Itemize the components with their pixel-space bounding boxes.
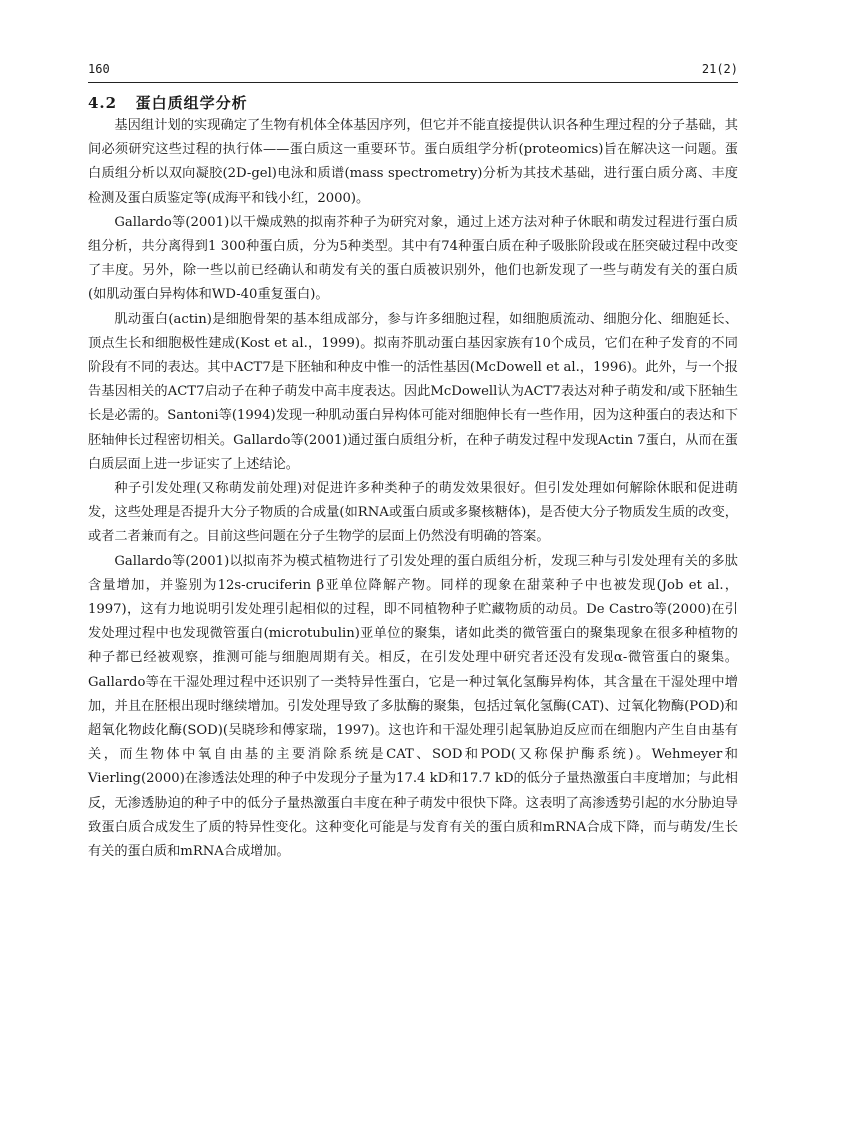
running-header <box>88 60 738 83</box>
article-body <box>88 92 738 864</box>
section-heading <box>88 92 738 114</box>
issue-number: 21(2) <box>701 62 738 76</box>
paragraph: Gallardo等(2001)以干燥成熟的拟南芥种子为研究对象，通过上述方法对种子休眠和萌发过程进行蛋白质组分析，共分离得到1 300种蛋白质，分为5种类型。其中有74种蛋白质在种子吸胀阶段或在胚突破过程中改变了丰度。另外，除一些以前已经确认和萌发有关的蛋白质被识别外，他们也新发现了一些与萌发有关的蛋白质(如肌动蛋白异构体和WD-40重复蛋白)。 <box>88 214 738 303</box>
paragraph: 基因组计划的实现确定了生物有机体全体基因序列，但它并不能直接提供认识各种生理过程的分子基础，其间必须研究这些过程的执行体——蛋白质这一重要环节。蛋白质组学分析(proteomics)旨在解决这一问题。蛋白质组分析以双向凝胶(2D-gel)电泳和质谱(mass spectrometry)分析为其技术基础，进行蛋白质分离、丰度检测及蛋白质鉴定等(成海平和钱小红，2000)。 <box>88 118 738 206</box>
section-number: 4.2 <box>88 94 118 112</box>
paragraph: 种子引发处理(又称萌发前处理)对促进许多种类种子的萌发效果很好。但引发处理如何解除休眠和促进萌发，这些处理是否提升大分子物质的合成量(如RNA或蛋白质或多聚核糖体)，是否使大分子物质发生质的改变，或者二者兼而有之。目前这些问题在分子生物学的层面上仍然没有明确的答案。 <box>88 481 738 545</box>
paragraph: 肌动蛋白(actin)是细胞骨架的基本组成部分，参与许多细胞过程，如细胞质流动、细胞分化、细胞延长、顶点生长和细胞极性建成(Kost et al.，1999)。拟南芥肌动蛋白基因家族有10个成员，它们在种子发育的不同阶段有不同的表达。其中ACT7是下胚轴和种皮中惟一的活性基因(McDowell et al.，1996)。此外，与一个报告基因相关的ACT7启动子在种子萌发中高丰度表达。因此McDowell认为ACT7表达对种子萌发和/或下胚轴生长是必需的。Santoni等(1994)发现一种肌动蛋白异构体可能对细胞伸长有一些作用，因为这种蛋白的表达和下胚轴伸长过程密切相关。Gallardo等(2001)通过蛋白质组分析，在种子萌发过程中发现Actin 7蛋白，从而在蛋白质层面上进一步证实了上述结论。 <box>88 311 738 472</box>
paragraph: Gallardo等(2001)以拟南芥为模式植物进行了引发处理的蛋白质组分析，发现三种与引发处理有关的多肽含量增加，并鉴别为12s-cruciferin β亚单位降解产物。同样的现象在甜菜种子中也被发现(Job et al.，1997)，这有力地说明引发处理引起相似的过程，即不同植物种子贮藏物质的动员。De Castro等(2000)在引发处理过程中也发现微管蛋白(microtubulin)亚单位的聚集，诸如此类的微管蛋白的聚集现象在很多种植物的种子都已经被观察，推测可能与细胞周期有关。相反，在引发处理中研究者还没有发现α-微管蛋白的聚集。Gallardo等在干湿处理过程中还识别了一类特异性蛋白，它是一种过氧化氢酶异构体，其含量在干湿处理中增加，并且在胚根出现时继续增加。引发处理导致了多肽酶的聚集，包括过氧化氢酶(CAT)、过氧化物酶(POD)和超氧化物歧化酶(SOD)(吴晓珍和傅家瑞，1997)。这也许和干湿处理引起氧胁迫反应而在细胞内产生自由基有关，而生物体中氧自由基的主要消除系统是CAT、SOD和POD(又称保护酶系统)。Wehmeyer和Vierling(2000)在渗透法处理的种子中发现分子量为17.4 kD和17.7 kD的低分子量热激蛋白丰度增加；与此相反，无渗透胁迫的种子中的低分子量热激蛋白丰度在种子萌发中很快下降。这表明了高渗透势引起的水分胁迫导致蛋白质合成发生了质的特异性变化。这种变化可能是与发育有关的蛋白质和mRNA合成下降，而与萌发/生长有关的蛋白质和mRNA合成增加。 <box>88 553 738 860</box>
page-number: 160 <box>88 62 110 76</box>
section-title: 蛋白质组学分析 <box>135 94 248 112</box>
